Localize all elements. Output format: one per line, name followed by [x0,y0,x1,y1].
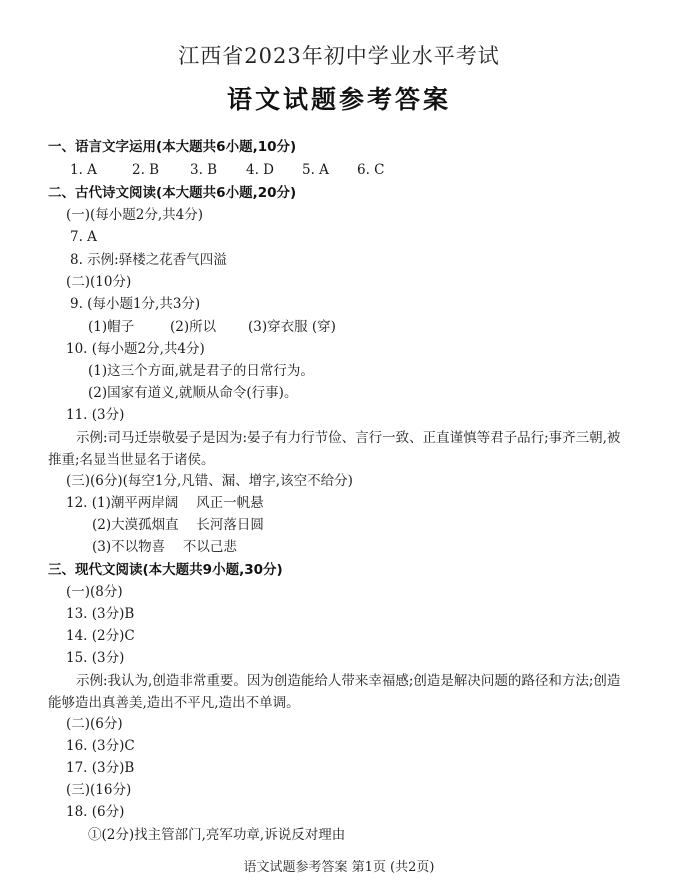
section-2-heading: 二、古代诗文阅读(本大题共6小题,20分) [48,185,297,201]
answer-12-3: (3)不以物喜 不以己悲 [92,539,237,555]
question-9: 9. (每小题1分,共3分) [70,296,201,312]
document-subtitle: 语文试题参考答案 [226,85,451,114]
exam-title: 江西省2023年初中学业水平考试 [178,44,500,68]
answer-9-3: (3)穿衣服 (穿) [248,319,336,335]
page-footer: 语文试题参考答案 第1页 (共2页) [243,860,435,875]
answer-2: 2. B [132,162,160,178]
answer-17: 17. (3分)B [66,760,135,776]
answer-12-1: 12. (1)潮平两岸阔 风正一帆悬 [66,495,264,511]
answer-8: 8. 示例:驿楼之花香气四溢 [70,252,227,268]
question-10: 10. (每小题2分,共4分) [66,341,205,357]
section-2-part-1: (一)(每小题2分,共4分) [66,207,204,223]
section-3-heading: 三、现代文阅读(本大题共9小题,30分) [48,562,283,578]
question-15: 15. (3分) [66,650,125,666]
question-18: 18. (6分) [66,804,125,820]
question-11: 11. (3分) [66,407,125,423]
answer-11-example: 示例:司马迁崇敬晏子是因为:晏子有力行节俭、言行一致、正直谨慎等君子品行;事齐三朝,被推重;名显当世显名于诸侯。 [48,430,621,468]
answer-7: 7. A [70,229,97,245]
answer-14: 14. (2分)C [66,628,135,644]
section-2-part-2: (二)(10分) [66,274,132,290]
answer-6: 6. C [357,162,385,178]
answer-18-1: ①(2分)找主管部门,亮军功章,诉说反对理由 [88,827,346,843]
answer-13: 13. (3分)B [66,606,135,622]
section-3-part-1: (一)(8分) [66,584,123,600]
answer-10-1: (1)这三个方面,就是君子的日常行为。 [88,363,314,379]
section-3-part-2: (二)(6分) [66,716,123,732]
answer-1: 1. A [70,162,97,178]
answer-12-2: (2)大漠孤烟直 长河落日圆 [92,517,264,533]
section-1-heading: 一、语言文字运用(本大题共6小题,10分) [48,139,297,155]
answer-3: 3. B [190,162,218,178]
answer-9-2: (2)所以 [170,319,217,335]
answer-9-1: (1)帽子 [88,319,135,335]
answer-5: 5. A [302,162,329,178]
answer-16: 16. (3分)C [66,738,135,754]
section-2-part-3: (三)(6分)(每空1分,凡错、漏、增字,该空不给分) [66,473,353,489]
section-3-part-3: (三)(16分) [66,782,132,798]
answer-10-2: (2)国家有道义,就顺从命令(行事)。 [88,385,298,401]
answer-4: 4. D [246,162,274,178]
answer-15-example: 示例:我认为,创造非常重要。因为创造能给人带来幸福感;创造是解决问题的路径和方法;创造能够造出真善美,造出不平凡,造出不单调。 [48,673,621,711]
